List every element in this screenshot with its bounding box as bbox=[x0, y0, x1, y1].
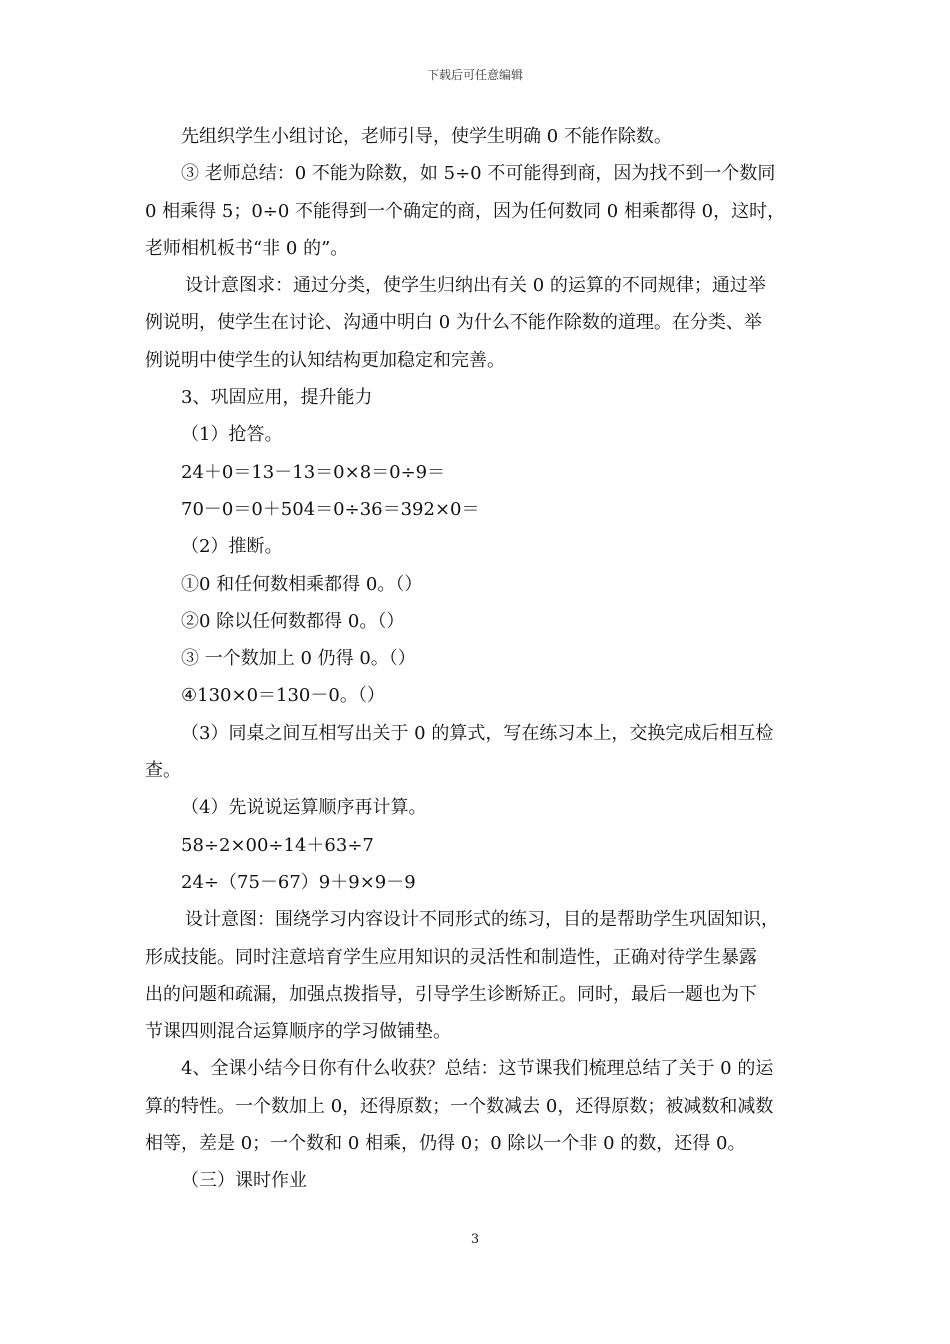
text-line: 0 相乘得 5；0÷0 不能得到一个确定的商，因为任何数同 0 相乘都得 0，这时， bbox=[145, 200, 786, 222]
text-line: 设计意图求：通过分类，使学生归纳出有关 0 的运算的不同规律；通过举 bbox=[185, 275, 766, 297]
equation-line: 58÷2×00÷14＋63÷7 bbox=[181, 834, 374, 856]
equation-line: 24÷（75－67）9＋9×9－9 bbox=[181, 871, 416, 893]
text-line: （3）同桌之间互相写出关于 0 的算式，写在练习本上，交换完成后相互检 bbox=[181, 722, 774, 744]
text-line: 查。 bbox=[145, 760, 181, 782]
section-heading: （三）课时作业 bbox=[181, 1170, 307, 1192]
text-line: 设计意图：围绕学习内容设计不同形式的练习，目的是帮助学生巩固知识， bbox=[185, 909, 779, 931]
text-line: 老师相机板书“非 0 的”。 bbox=[145, 237, 349, 259]
text-line: ③ 一个数加上 0 仍得 0。（） bbox=[181, 648, 416, 670]
document-body bbox=[145, 118, 810, 1200]
text-line: 例说明，使学生在讨论、沟通中明白 0 为什么不能作除数的道理。在分类、举 bbox=[145, 312, 762, 334]
section-heading: 3、巩固应用，提升能力 bbox=[181, 387, 373, 409]
text-line: 例说明中使学生的认知结构更加稳定和完善。 bbox=[145, 349, 505, 371]
text-line: 节课四则混合运算顺序的学习做铺垫。 bbox=[145, 1021, 451, 1043]
text-line: ③ 老师总结：0 不能为除数，如 5÷0 不可能得到商，因为找不到一个数同 bbox=[181, 163, 776, 185]
text-line: 形成技能。同时注意培育学生应用知识的灵活性和制造性，正确对待学生暴露 bbox=[145, 946, 757, 968]
text-line: 算的特性。一个数加上 0，还得原数；一个数减去 0，还得原数；被减数和减数 bbox=[145, 1095, 774, 1117]
text-line: 相等，差是 0；一个数和 0 相乘，仍得 0；0 除以一个非 0 的数，还得 0。 bbox=[145, 1133, 746, 1155]
equation-line: 70－0＝0＋504＝0÷36＝392×0＝ bbox=[181, 498, 480, 520]
text-line: （1）抢答。 bbox=[181, 424, 283, 446]
text-line: ①0 和任何数相乘都得 0。（） bbox=[181, 573, 423, 595]
text-line: ④130×0＝130－0。（） bbox=[181, 685, 385, 707]
equation-line: 24＋0＝13－13＝0×8＝0÷9＝ bbox=[181, 461, 446, 483]
text-line: （2）推断。 bbox=[181, 536, 283, 558]
page-header: 下载后可任意编辑 bbox=[426, 68, 523, 82]
text-line: ②0 除以任何数都得 0。（） bbox=[181, 610, 405, 632]
text-line: 先组织学生小组讨论，老师引导，使学生明确 0 不能作除数。 bbox=[181, 126, 672, 147]
section-heading: 4、全课小结今日你有什么收获？总结：这节课我们梳理总结了关于 0 的运 bbox=[181, 1058, 774, 1080]
text-line: 出的问题和疏漏，加强点拨指导，引导学生诊断矫正。同时，最后一题也为下 bbox=[145, 983, 757, 1005]
text-line: （4）先说说运算顺序再计算。 bbox=[181, 797, 427, 819]
page-number: 3 bbox=[470, 1232, 480, 1247]
